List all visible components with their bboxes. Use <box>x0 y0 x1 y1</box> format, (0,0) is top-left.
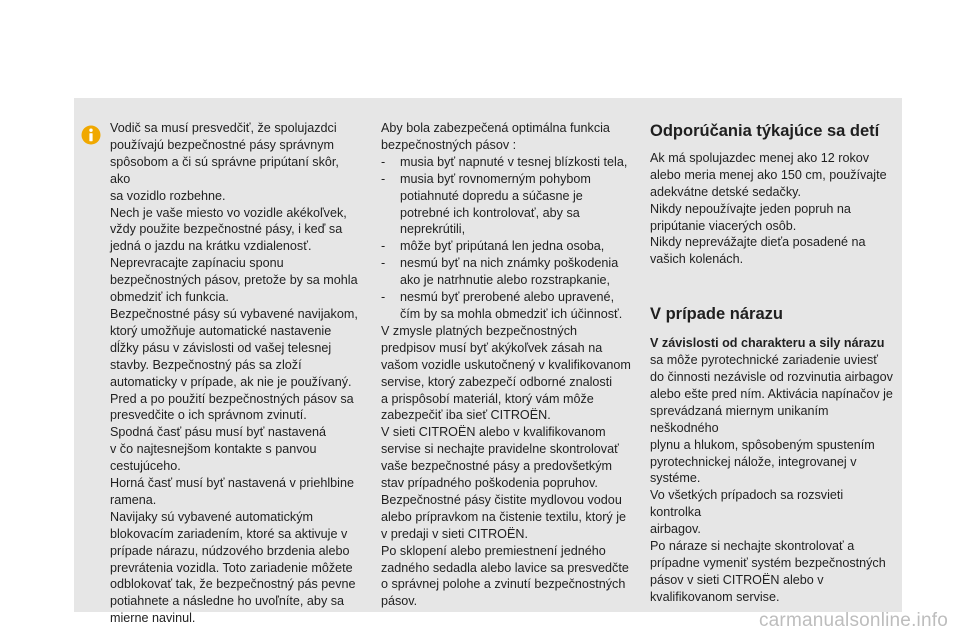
text-line: bezpečnostných pásov, pretože by sa mohla <box>110 273 358 288</box>
maintenance-intro <box>381 120 636 154</box>
list-item <box>381 154 636 171</box>
column-seatbelt-usage <box>110 120 360 627</box>
text-line: servise, ktorý zabezpečí odborné znalosti <box>381 374 613 389</box>
text-line: Nikdy nepoužívajte jeden popruh na <box>650 201 851 216</box>
text-line: Aby bola zabezpečená optimálna funkcia <box>381 121 610 135</box>
crash-text <box>650 352 895 606</box>
list-item <box>381 238 636 255</box>
list-dash: - <box>381 154 386 169</box>
text-line: čím by sa mohla obmedziť ich účinnosť. <box>400 306 623 321</box>
text-line: Nech je vaše miesto vo vozidle akékoľvek, <box>110 205 347 220</box>
text-line: potrebné ich kontrolovať, aby sa <box>400 205 580 220</box>
list-item <box>381 289 636 323</box>
text-line: Horná časť musí byť nastavená v priehlbine <box>110 476 354 491</box>
text-line: servise si nechajte pravidelne skontrolovať <box>381 442 619 457</box>
text-line: bezpečnostných pásov : <box>381 137 517 152</box>
text-line: vaše bezpečnostné pásy a predovšetkým <box>381 459 613 474</box>
text-line: v čo najtesnejšom kontakte s panvou <box>110 442 317 457</box>
text-line: automaticky v prípade, ak nie je používaný. <box>110 374 352 389</box>
text-line: obmedziť ich funkcia. <box>110 290 229 305</box>
text-line: do činnosti nezávisle od rozvinutia airbagov <box>650 369 893 384</box>
text-line: môže byť pripútaná len jedna osoba, <box>400 239 605 254</box>
list-item-text <box>400 255 636 289</box>
list-item-text <box>400 154 636 171</box>
text-line: Pred a po použití bezpečnostných pásov sa <box>110 391 354 406</box>
text-line: Vo všetkých prípadoch sa rozsvieti kontrolka <box>650 488 844 520</box>
text-line: prípade nárazu, núdzového brzdenia alebo <box>110 543 350 558</box>
text-line: ktorý umožňuje automatické nastavenie <box>110 323 332 338</box>
text-line: pyrotechnickej nálože, integrovanej v <box>650 454 857 469</box>
info-icon <box>81 125 101 145</box>
text-line: potiahnete a následne ho uvoľníte, aby sa <box>110 594 345 609</box>
text-line: cestujúceho. <box>110 459 181 474</box>
text-line: vždy použite bezpečnostné pásy, i keď sa <box>110 222 343 237</box>
text-line: vašom vozidle uskutočnený v kvalifikovanom <box>381 357 631 372</box>
text-line: neprekrútili, <box>400 222 466 237</box>
text-line: stavby. Bezpečnostný pás sa zloží <box>110 357 302 372</box>
text-line: blokovacím zariadením, ktoré sa aktivuje v <box>110 526 348 541</box>
text-line: sa môže pyrotechnické zariadenie uviesť <box>650 353 879 368</box>
text-line: Bezpečnostné pásy čistite mydlovou vodou <box>381 492 622 507</box>
children-recommendations-heading: Odporúčania týkajúce sa detí <box>650 122 880 140</box>
text-line: Spodná časť pásu musí byť nastavená <box>110 425 326 440</box>
text-line: zabezpečiť iba sieť CITROËN. <box>381 408 551 423</box>
text-line: používajú bezpečnostné pásy správnym <box>110 137 335 152</box>
list-dash: - <box>381 290 386 305</box>
text-line: predpisov musí byť akýkoľvek zásah na <box>381 340 603 355</box>
text-line: nesmú byť prerobené alebo upravené, <box>400 290 615 305</box>
text-line: alebo ešte pred ním. Aktivácia napínačov je <box>650 386 893 401</box>
text-line: v predaji v sieti CITROËN. <box>381 526 528 541</box>
text-line: Po sklopení alebo premiestnení jedného <box>381 543 606 558</box>
text-line: o správnej polohe a zvinutí bezpečnostných <box>381 577 626 592</box>
text-line: pásov. <box>381 594 418 609</box>
text-line: musia byť rovnomerným pohybom <box>400 171 591 186</box>
text-line: stav prípadného poškodenia popruhov. <box>381 476 598 491</box>
text-line: musia byť napnuté v tesnej blízkosti tela, <box>400 154 628 169</box>
list-dash: - <box>381 256 386 271</box>
column-recommendations <box>650 120 895 606</box>
crash-lead: V závislosti od charakteru a sily nárazu <box>650 336 885 351</box>
text-line: adekvátne detské sedačky. <box>650 184 801 199</box>
text-line: vašich kolenách. <box>650 252 744 267</box>
text-line: presvedčite o ich správnom zvinutí. <box>110 408 307 423</box>
list-dash: - <box>381 239 386 254</box>
text-line: alebo meria menej ako 150 cm, používajte <box>650 167 887 182</box>
text-line: mierne navinul. <box>110 611 196 626</box>
list-item <box>381 255 636 289</box>
text-line: sa vozidlo rozbehne. <box>110 188 226 203</box>
maintenance-list <box>381 154 636 323</box>
text-line: potiahnuté dopredu a súčasne je <box>400 188 583 203</box>
text-line: odblokovať tak, že bezpečnostný pás pevne <box>110 577 356 592</box>
text-line: ramena. <box>110 492 157 507</box>
text-line: spôsobom a či sú správne pripútaní skôr, ako <box>110 154 339 186</box>
text-line: dĺžky pásu v závislosti od vašej telesnej <box>110 340 332 355</box>
text-line: systéme. <box>650 471 701 486</box>
text-line: sprevádzaná miernym unikaním neškodného <box>650 403 829 435</box>
text-line: kvalifikovanom servise. <box>650 589 780 604</box>
list-item-text <box>400 238 636 255</box>
watermark: carmanualsonline.info <box>758 610 948 631</box>
text-line: jedná o jazdu na krátku vzdialenosť. <box>110 239 312 254</box>
text-line: Nikdy neprevážajte dieťa posadené na <box>650 235 866 250</box>
text-line: a prispôsobí materiál, ktorý vám môže <box>381 391 594 406</box>
text-line: V zmysle platných bezpečnostných <box>381 323 578 338</box>
text-line: nesmú byť na nich známky poškodenia <box>400 256 619 271</box>
text-line: plynu a hlukom, spôsobeným spustením <box>650 437 875 452</box>
maintenance-notes <box>381 323 636 610</box>
text-line: zadného sedadla alebo lavice sa presvedčte <box>381 560 629 575</box>
text-line: Vodič sa musí presvedčiť, že spolujazdci <box>110 121 337 135</box>
text-line: prípadne vymeniť systém bezpečnostných <box>650 555 886 570</box>
text-line: V sieti CITROËN alebo v kvalifikovanom <box>381 425 606 440</box>
list-item-text <box>400 289 636 323</box>
text-line: Navijaky sú vybavené automatickým <box>110 509 313 524</box>
list-dash: - <box>381 171 386 186</box>
text-line: pásov v sieti CITROËN alebo v <box>650 572 824 587</box>
column-seatbelt-maintenance <box>381 120 636 610</box>
children-recommendations-text <box>650 150 895 268</box>
crash-heading: V prípade nárazu <box>650 305 783 324</box>
text-line: alebo prípravkom na čistenie textilu, ktorý je <box>381 509 626 524</box>
text-line: Po náraze si nechajte skontrolovať a <box>650 539 855 554</box>
text-line: airbagov. <box>650 522 701 537</box>
text-line: prevrátenia vozidla. Toto zariadenie môžete <box>110 560 353 575</box>
list-item-text <box>400 171 636 239</box>
text-line: pripútanie viacerých osôb. <box>650 218 797 233</box>
text-line: ako je natrhnutie alebo rozstrapkanie, <box>400 273 611 288</box>
text-line: Ak má spolujazdec menej ako 12 rokov <box>650 150 870 165</box>
text-line: Bezpečnostné pásy sú vybavené navijakom, <box>110 306 358 321</box>
list-item <box>381 171 636 239</box>
text-line: Neprevracajte zapínaciu sponu <box>110 256 284 271</box>
